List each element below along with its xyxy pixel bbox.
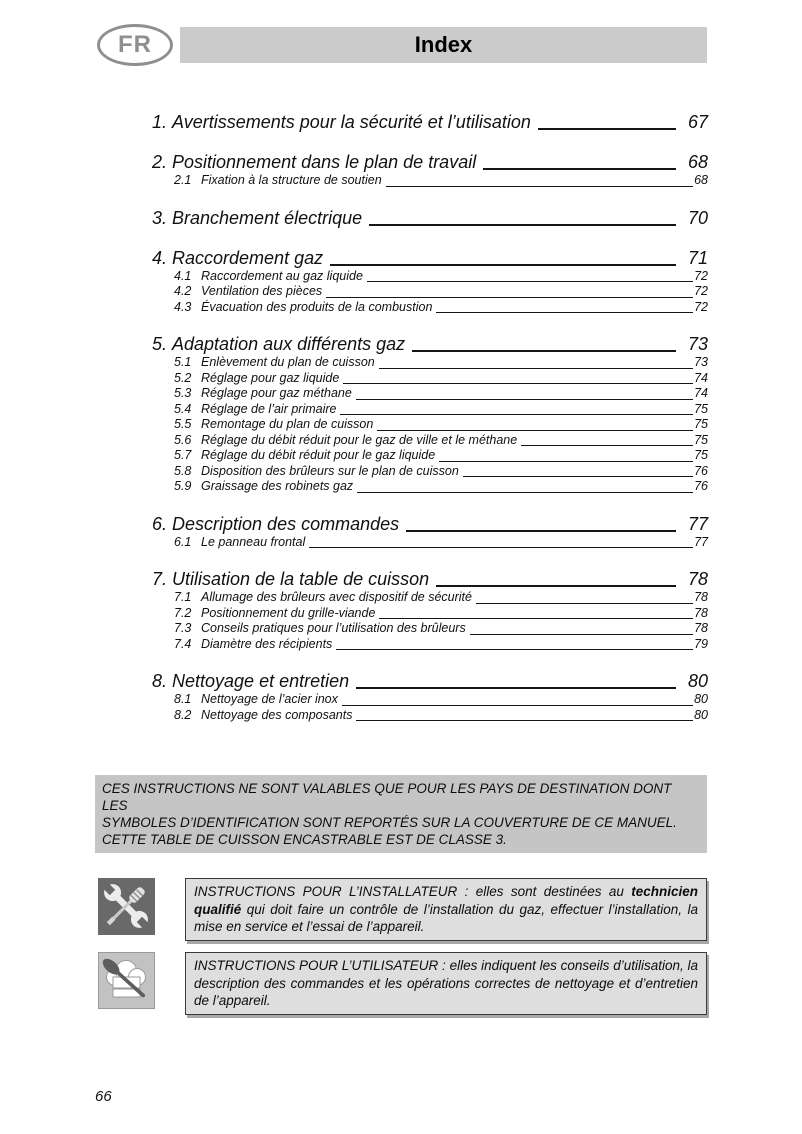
toc-subentry-number: 2.1	[174, 173, 192, 187]
toc-entry-title: Raccordement gaz	[172, 247, 324, 268]
toc-subentry-title: Évacuation des produits de la combustion	[201, 299, 433, 314]
toc-leader-line	[330, 248, 676, 266]
toc-subentry-page: 74	[694, 370, 708, 385]
toc-entry	[152, 152, 708, 173]
toc-entry	[152, 514, 708, 535]
toc-entry-number: 7.	[152, 569, 168, 589]
toc-subentry	[152, 386, 708, 402]
toc-entry	[152, 208, 708, 229]
toc-entry-number: 8.	[152, 671, 168, 691]
toc-subentry-title: Ventilation des pièces	[201, 284, 323, 298]
toc-entry-page: 71	[687, 247, 708, 268]
toc-subentry-title: Allumage des brûleurs avec dispositif de sécurité	[201, 590, 472, 604]
toc-entry-number: 6.	[152, 513, 168, 534]
installer-instructions	[185, 878, 707, 941]
toc-subentry-page: 78	[694, 621, 708, 635]
toc-subentry-page: 77	[694, 534, 708, 549]
toc-subentry	[152, 692, 708, 708]
toc-entry-title: Positionnement dans le plan de travail	[172, 152, 477, 172]
toc-subentry-number: 5.2	[174, 370, 192, 385]
toc-subentry	[152, 464, 708, 480]
chef-hat-spoon-icon	[98, 952, 155, 1009]
toc-entry-page: 68	[687, 152, 708, 172]
toc-entry-title: Avertissements pour la sécurité et l’utilisation	[172, 112, 531, 132]
toc-subentry-number: 8.1	[174, 692, 192, 706]
toc-subentry-title: Diamètre des récipients	[201, 636, 333, 651]
toc-entry-page: 73	[687, 334, 708, 354]
toc-leader-line	[340, 402, 693, 416]
toc-entry-title: Nettoyage et entretien	[172, 671, 350, 691]
toc-section	[152, 334, 708, 495]
toc-entry	[152, 112, 708, 133]
toc-subentry-page: 74	[694, 386, 708, 400]
toc-subentry	[152, 590, 708, 606]
toc-entry	[152, 334, 708, 355]
toc-section	[152, 112, 708, 133]
toc-leader-line	[357, 479, 693, 493]
notice-line: SYMBOLES D’IDENTIFICATION SONT REPORTÉS SUR LA COUVERTURE DE CE MANUEL.	[102, 815, 677, 830]
toc-subentry-number: 5.1	[174, 355, 192, 369]
toc-subentry	[152, 708, 708, 724]
toc-leader-line	[406, 514, 676, 532]
page-title: Index	[414, 32, 473, 57]
toc-subentry-page: 73	[694, 355, 708, 369]
toc-entry-page: 78	[687, 569, 708, 589]
toc-subentry	[152, 479, 708, 495]
toc-subentry-title: Positionnement du grille-viande	[201, 605, 376, 620]
toc-subentry-number: 6.1	[174, 534, 192, 549]
title-bar	[180, 27, 707, 63]
toc-subentry-title: Réglage pour gaz méthane	[201, 386, 352, 400]
toc-leader-line	[386, 173, 693, 187]
user-instructions-heading: INSTRUCTIONS POUR L’UTILISATEUR :	[194, 958, 446, 973]
toc-leader-line	[412, 334, 676, 352]
toc-leader-line	[356, 671, 676, 689]
toc-subentry-title: Graissage des robinets gaz	[201, 479, 354, 493]
user-instructions-text: elles indiquent les conseils d’utilisation, la description des commandes et les opérations correctes de nettoyage et d’entretien de l’appareil.	[194, 958, 698, 1008]
toc-entry-number: 4.	[152, 247, 168, 268]
toc-subentry	[152, 300, 708, 316]
toc-subentry-page: 78	[694, 605, 708, 620]
toc-subentry-title: Le panneau frontal	[201, 534, 306, 549]
toc-subentry-title: Réglage du débit réduit pour le gaz liquide	[201, 448, 436, 462]
toc-subentry-number: 4.1	[174, 268, 192, 283]
installer-instructions-heading: INSTRUCTIONS POUR L’INSTALLATEUR :	[194, 884, 469, 899]
toc-subentry-page: 79	[694, 636, 708, 651]
toc-entry-number: 2.	[152, 152, 168, 172]
toc-leader-line	[367, 269, 693, 283]
toc-entry-title: Utilisation de la table de cuisson	[172, 569, 430, 589]
toc-subentry-page: 75	[694, 448, 708, 462]
toc-leader-line	[463, 464, 693, 478]
toc-subentry	[152, 621, 708, 637]
toc-subentry	[152, 269, 708, 285]
toc-subentry-title: Conseils pratiques pour l’utilisation des brûleurs	[201, 621, 466, 635]
toc-section	[152, 208, 708, 229]
toc-leader-line	[356, 386, 693, 400]
toc-subentry	[152, 371, 708, 387]
toc-subentry-title: Réglage de l’air primaire	[201, 401, 337, 416]
toc-subentry-number: 5.7	[174, 448, 192, 462]
toc-subentry-title: Disposition des brûleurs sur le plan de cuisson	[201, 463, 459, 478]
toc-leader-line	[483, 152, 676, 170]
toc-subentry-page: 80	[694, 692, 708, 706]
toc-subentry-page: 72	[694, 268, 708, 283]
toc-subentry-number: 5.6	[174, 432, 192, 447]
toc-subentry-number: 4.2	[174, 284, 192, 298]
toc-entry-page: 80	[687, 671, 708, 691]
toc-subentry-title: Remontage du plan de cuisson	[201, 417, 374, 431]
toc-leader-line	[379, 606, 693, 620]
toc-leader-line	[521, 433, 693, 447]
toc-entry-page: 70	[687, 207, 708, 228]
toc-entry-number: 1.	[152, 112, 168, 132]
toc-leader-line	[379, 355, 693, 369]
toc-entry-title: Adaptation aux différents gaz	[172, 334, 406, 354]
toc-leader-line	[309, 535, 693, 549]
installer-instructions-text: qui doit faire un contrôle de l’installation du gaz, effectuer l’installation, la mise en service et l’essai de l’appareil.	[194, 901, 698, 934]
toc-leader-line	[377, 417, 693, 431]
toc-leader-line	[336, 637, 693, 651]
toc-leader-line	[369, 208, 676, 226]
toc-subentry	[152, 355, 708, 371]
toc-subentry-page: 76	[694, 479, 708, 493]
toc-subentry-number: 8.2	[174, 707, 192, 722]
toc-subentry-number: 5.4	[174, 401, 192, 416]
toc-section	[152, 152, 708, 189]
toc-leader-line	[436, 569, 676, 587]
toc-subentry	[152, 433, 708, 449]
toc-subentry-number: 5.9	[174, 479, 192, 493]
tools-icon	[98, 878, 155, 935]
toc-leader-line	[342, 692, 693, 706]
toc-subentry-page: 76	[694, 463, 708, 478]
toc-subentry-page: 75	[694, 432, 708, 447]
toc-section	[152, 514, 708, 551]
toc-subentry-title: Nettoyage de l’acier inox	[201, 692, 338, 706]
toc-leader-line	[439, 448, 693, 462]
language-badge-label: FR	[118, 31, 152, 58]
toc-leader-line	[326, 284, 693, 298]
toc-subentry-number: 7.1	[174, 590, 192, 604]
table-of-contents	[152, 112, 708, 723]
toc-subentry-title: Enlèvement du plan de cuisson	[201, 355, 375, 369]
toc-leader-line	[356, 708, 693, 722]
toc-subentry-title: Raccordement au gaz liquide	[201, 268, 363, 283]
toc-entry-page: 67	[687, 112, 708, 132]
toc-subentry-number: 7.2	[174, 605, 192, 620]
toc-leader-line	[470, 621, 693, 635]
toc-subentry-title: Fixation à la structure de soutien	[201, 173, 382, 187]
installer-instructions-bold: technicien qualifié	[194, 884, 698, 917]
toc-subentry	[152, 535, 708, 551]
toc-subentry	[152, 173, 708, 189]
toc-subentry-number: 5.8	[174, 463, 192, 478]
toc-subentry-page: 72	[694, 299, 708, 314]
toc-entry	[152, 248, 708, 269]
toc-entry	[152, 671, 708, 692]
installer-instructions-text: elles sont destinées au	[468, 884, 632, 899]
toc-subentry-page: 78	[694, 590, 708, 604]
toc-leader-line	[436, 300, 693, 314]
toc-subentry-title: Nettoyage des composants	[201, 707, 353, 722]
toc-subentry-page: 80	[694, 707, 708, 722]
toc-subentry	[152, 284, 708, 300]
toc-subentry	[152, 637, 708, 653]
notice-line: CES INSTRUCTIONS NE SONT VALABLES QUE POUR LES PAYS DE DESTINATION DONT LES	[102, 781, 672, 813]
toc-subentry-page: 75	[694, 401, 708, 416]
toc-subentry-page: 72	[694, 284, 708, 298]
toc-entry-page: 77	[687, 513, 708, 534]
toc-leader-line	[343, 371, 693, 385]
user-instructions	[185, 952, 707, 1015]
toc-subentry-number: 7.3	[174, 621, 192, 635]
toc-subentry-number: 5.3	[174, 386, 192, 400]
toc-entry-title: Description des commandes	[172, 513, 400, 534]
toc-subentry-title: Réglage pour gaz liquide	[201, 370, 340, 385]
toc-entry-number: 3.	[152, 207, 168, 228]
toc-subentry-title: Réglage du débit réduit pour le gaz de ville et le méthane	[201, 432, 518, 447]
destination-notice	[95, 775, 707, 853]
toc-subentry-number: 4.3	[174, 299, 192, 314]
toc-subentry	[152, 448, 708, 464]
toc-subentry	[152, 402, 708, 418]
language-badge	[97, 24, 173, 66]
toc-entry	[152, 569, 708, 590]
toc-subentry-page: 68	[694, 173, 708, 187]
toc-subentry	[152, 417, 708, 433]
toc-section	[152, 671, 708, 723]
toc-entry-number: 5.	[152, 334, 168, 354]
toc-leader-line	[476, 590, 693, 604]
toc-section	[152, 248, 708, 316]
toc-subentry-page: 75	[694, 417, 708, 431]
toc-entry-title: Branchement électrique	[172, 207, 363, 228]
toc-subentry-number: 7.4	[174, 636, 192, 651]
toc-subentry-number: 5.5	[174, 417, 192, 431]
toc-section	[152, 569, 708, 652]
toc-subentry	[152, 606, 708, 622]
page-number: 66	[95, 1088, 112, 1105]
toc-leader-line	[538, 112, 676, 130]
notice-line: CETTE TABLE DE CUISSON ENCASTRABLE EST DE CLASSE 3.	[102, 832, 507, 847]
